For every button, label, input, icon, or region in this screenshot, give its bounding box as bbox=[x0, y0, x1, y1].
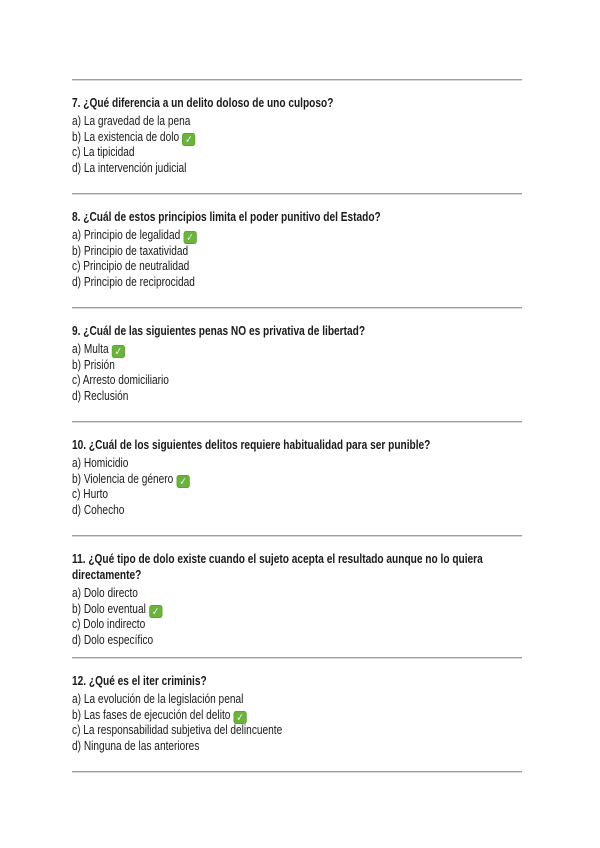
check-icon: ✓ bbox=[234, 711, 247, 724]
option-label: c) Arresto domiciliario bbox=[72, 372, 169, 387]
check-icon: ✓ bbox=[183, 231, 196, 244]
option-line bbox=[72, 243, 522, 259]
divider bbox=[72, 771, 522, 773]
question-title: 8. ¿Cuál de estos principios limita el poder punitivo del Estado? bbox=[72, 209, 381, 224]
option-label: d) Principio de reciprocidad bbox=[72, 273, 195, 289]
question-block-8 bbox=[72, 195, 522, 307]
option-line bbox=[72, 160, 522, 176]
option-label: b) La existencia de dolo bbox=[72, 128, 180, 144]
option-line bbox=[72, 691, 522, 707]
option-label: b) Violencia de género bbox=[72, 470, 174, 486]
check-icon: ✓ bbox=[149, 605, 162, 618]
question-title: 10. ¿Cuál de los siguientes delitos requiere habitualidad para ser punible? bbox=[72, 437, 431, 452]
option-label: d) La intervención judicial bbox=[72, 159, 187, 175]
option-line bbox=[72, 738, 522, 754]
option-label: d) Ninguna de las anteriores bbox=[72, 737, 200, 753]
document-page bbox=[72, 0, 522, 773]
option-line bbox=[72, 372, 522, 388]
option-line bbox=[72, 274, 522, 290]
option-line bbox=[72, 227, 522, 243]
check-icon: ✓ bbox=[176, 475, 189, 488]
option-label: d) Reclusión bbox=[72, 387, 129, 403]
option-line bbox=[72, 357, 522, 373]
option-label: a) Principio de legalidad bbox=[72, 227, 181, 242]
question-block-11 bbox=[72, 537, 522, 657]
question-title: 9. ¿Cuál de las siguientes penas NO es privativa de libertad? bbox=[72, 323, 366, 338]
option-line bbox=[72, 258, 522, 274]
question-title: 7. ¿Qué diferencia a un delito doloso de uno culposo? bbox=[72, 95, 334, 110]
option-line bbox=[72, 471, 522, 487]
option-label: a) La evolución de la legislación penal bbox=[72, 691, 244, 706]
question-block-7 bbox=[72, 81, 522, 193]
option-line bbox=[72, 129, 522, 145]
question-title: 12. ¿Qué es el iter criminis? bbox=[72, 673, 207, 688]
option-label: c) La tipicidad bbox=[72, 144, 135, 159]
question-title: 11. ¿Qué tipo de dolo existe cuando el sujeto acepta el resultado aunque no lo quiera bbox=[72, 551, 483, 566]
option-line bbox=[72, 601, 522, 617]
option-line bbox=[72, 616, 522, 632]
question-title-line-2: directamente? bbox=[72, 567, 142, 582]
check-icon: ✓ bbox=[182, 133, 195, 146]
option-line bbox=[72, 502, 522, 518]
option-label: b) Dolo eventual bbox=[72, 600, 146, 616]
option-label: a) Homicidio bbox=[72, 455, 129, 470]
option-label: b) Prisión bbox=[72, 356, 115, 372]
option-label: b) Las fases de ejecución del delito bbox=[72, 706, 231, 722]
option-label: d) Cohecho bbox=[72, 501, 125, 517]
question-block-10 bbox=[72, 423, 522, 535]
option-label: a) Dolo directo bbox=[72, 585, 138, 600]
option-label: a) La gravedad de la pena bbox=[72, 113, 191, 128]
option-line bbox=[72, 632, 522, 648]
question-block-9 bbox=[72, 309, 522, 421]
check-icon: ✓ bbox=[112, 345, 125, 358]
option-line bbox=[72, 341, 522, 357]
option-line bbox=[72, 455, 522, 471]
question-block-12 bbox=[72, 659, 522, 771]
option-line bbox=[72, 113, 522, 129]
option-line bbox=[72, 388, 522, 404]
option-label: c) Hurto bbox=[72, 486, 109, 501]
option-line bbox=[72, 722, 522, 738]
option-label: d) Dolo específico bbox=[72, 631, 154, 647]
option-label: a) Multa bbox=[72, 341, 109, 356]
option-label: c) Dolo indirecto bbox=[72, 616, 146, 631]
option-line bbox=[72, 585, 522, 601]
option-label: b) Principio de taxatividad bbox=[72, 242, 189, 258]
option-label: c) La responsabilidad subjetiva del delincuente bbox=[72, 722, 283, 737]
option-line bbox=[72, 707, 522, 723]
option-line bbox=[72, 144, 522, 160]
option-line bbox=[72, 486, 522, 502]
option-label: c) Principio de neutralidad bbox=[72, 258, 190, 273]
